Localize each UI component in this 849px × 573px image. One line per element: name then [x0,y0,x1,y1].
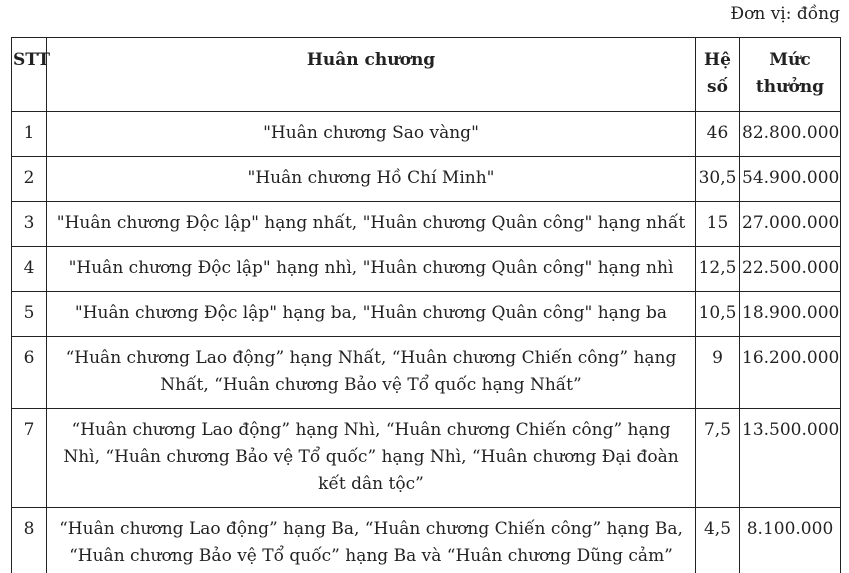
header-coef: Hệ số [696,38,740,112]
cell-amount: 82.800.000 [740,112,841,157]
cell-stt: 2 [12,157,47,202]
cell-stt: 4 [12,247,47,292]
cell-coef: 4,5 [696,508,740,573]
table-row [12,112,841,157]
table-row [12,202,841,247]
cell-coef: 30,5 [696,157,740,202]
cell-coef: 10,5 [696,292,740,337]
cell-name: "Huân chương Độc lập" hạng nhì, "Huân chương Quân công" hạng nhì [47,247,696,292]
cell-stt: 3 [12,202,47,247]
table-row [12,508,841,573]
cell-name: "Huân chương Độc lập" hạng nhất, "Huân chương Quân công" hạng nhất [47,202,696,247]
cell-amount: 13.500.000 [740,409,841,508]
cell-amount: 18.900.000 [740,292,841,337]
table-header-row [12,38,841,112]
cell-name: "Huân chương Hồ Chí Minh" [47,157,696,202]
cell-amount: 22.500.000 [740,247,841,292]
header-amount: Mức thưởng [740,38,841,112]
cell-stt: 7 [12,409,47,508]
table-body [12,112,841,573]
award-table [11,37,841,573]
cell-coef: 9 [696,337,740,409]
table-row [12,292,841,337]
cell-amount: 27.000.000 [740,202,841,247]
cell-amount: 8.100.000 [740,508,841,573]
table-row [12,247,841,292]
header-stt: STT [12,38,47,112]
cell-amount: 54.900.000 [740,157,841,202]
cell-amount: 16.200.000 [740,337,841,409]
cell-coef: 15 [696,202,740,247]
cell-name: “Huân chương Lao động” hạng Nhì, “Huân chương Chiến công” hạng Nhì, “Huân chương Bảo vệ Tổ quốc” hạng Nhì, “Huân chương Đại đoàn kết dân tộc” [47,409,696,508]
table-row [12,337,841,409]
cell-stt: 5 [12,292,47,337]
cell-name: "Huân chương Độc lập" hạng ba, "Huân chương Quân công" hạng ba [47,292,696,337]
table-row [12,409,841,508]
cell-name: “Huân chương Lao động” hạng Ba, “Huân chương Chiến công” hạng Ba, “Huân chương Bảo vệ Tổ quốc” hạng Ba và “Huân chương Dũng cảm” [47,508,696,573]
table-row [12,157,841,202]
unit-note: Đơn vị: đồng [730,4,840,24]
cell-stt: 6 [12,337,47,409]
cell-coef: 7,5 [696,409,740,508]
cell-coef: 46 [696,112,740,157]
cell-stt: 8 [12,508,47,573]
cell-coef: 12,5 [696,247,740,292]
cell-name: "Huân chương Sao vàng" [47,112,696,157]
cell-name: “Huân chương Lao động” hạng Nhất, “Huân chương Chiến công” hạng Nhất, “Huân chương Bảo vệ Tổ quốc hạng Nhất” [47,337,696,409]
cell-stt: 1 [12,112,47,157]
header-name: Huân chương [47,38,696,112]
